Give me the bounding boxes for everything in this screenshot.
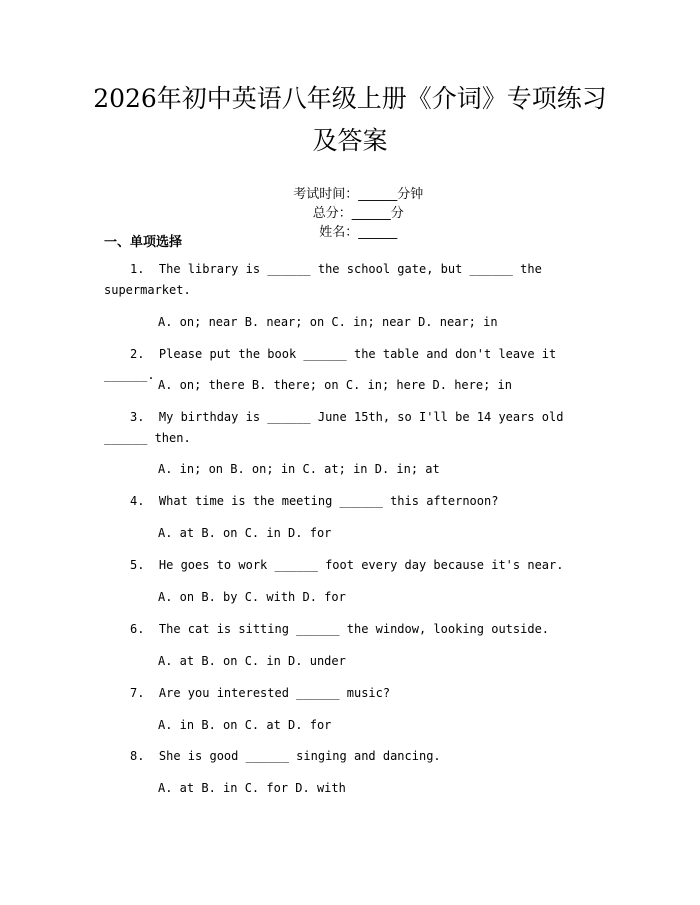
question-4-options: A. at B. on C. in D. for <box>158 526 332 540</box>
exam-total-score: 总分：______分 <box>312 206 404 221</box>
question-4: 4. What time is the meeting ______ this afternoon? <box>130 494 499 508</box>
question-6: 6. The cat is sitting ______ the window, looking outside. <box>130 622 550 636</box>
question-3: 3. My birthday is ______ June 15th, so I'll be 14 years old ______ then. <box>104 410 571 445</box>
question-2: 2. Please put the book ______ the table and don't leave it ______. <box>104 347 564 382</box>
question-6-options: A. at B. on C. in D. under <box>158 654 346 668</box>
question-1-options: A. on; near B. near; on C. in; near D. near; in <box>158 315 498 329</box>
question-5-options: A. on B. by C. with D. for <box>158 590 346 604</box>
question-2-options: A. on; there B. there; on C. in; here D. here; in <box>158 378 513 392</box>
question-5: 5. He goes to work ______ foot every day because it's near. <box>130 558 564 572</box>
question-8-options: A. at B. in C. for D. with <box>158 781 346 795</box>
question-8: 8. She is good ______ singing and dancing. <box>130 749 441 763</box>
question-7: 7. Are you interested ______ music? <box>130 686 391 700</box>
question-3-options: A. in; on B. on; in C. at; in D. in; at <box>158 462 440 476</box>
exam-name: 姓名：______ <box>319 225 398 240</box>
page-title: 2026年初中英语八年级上册《介词》专项练习及答案 <box>93 84 607 155</box>
question-7-options: A. in B. on C. at D. for <box>158 718 332 732</box>
section-heading: 一、单项选择 <box>104 235 183 250</box>
exam-time: 考试时间：______分钟 <box>293 187 424 202</box>
question-1: 1. The library is ______ the school gate, but ______ the supermarket. <box>104 262 550 297</box>
